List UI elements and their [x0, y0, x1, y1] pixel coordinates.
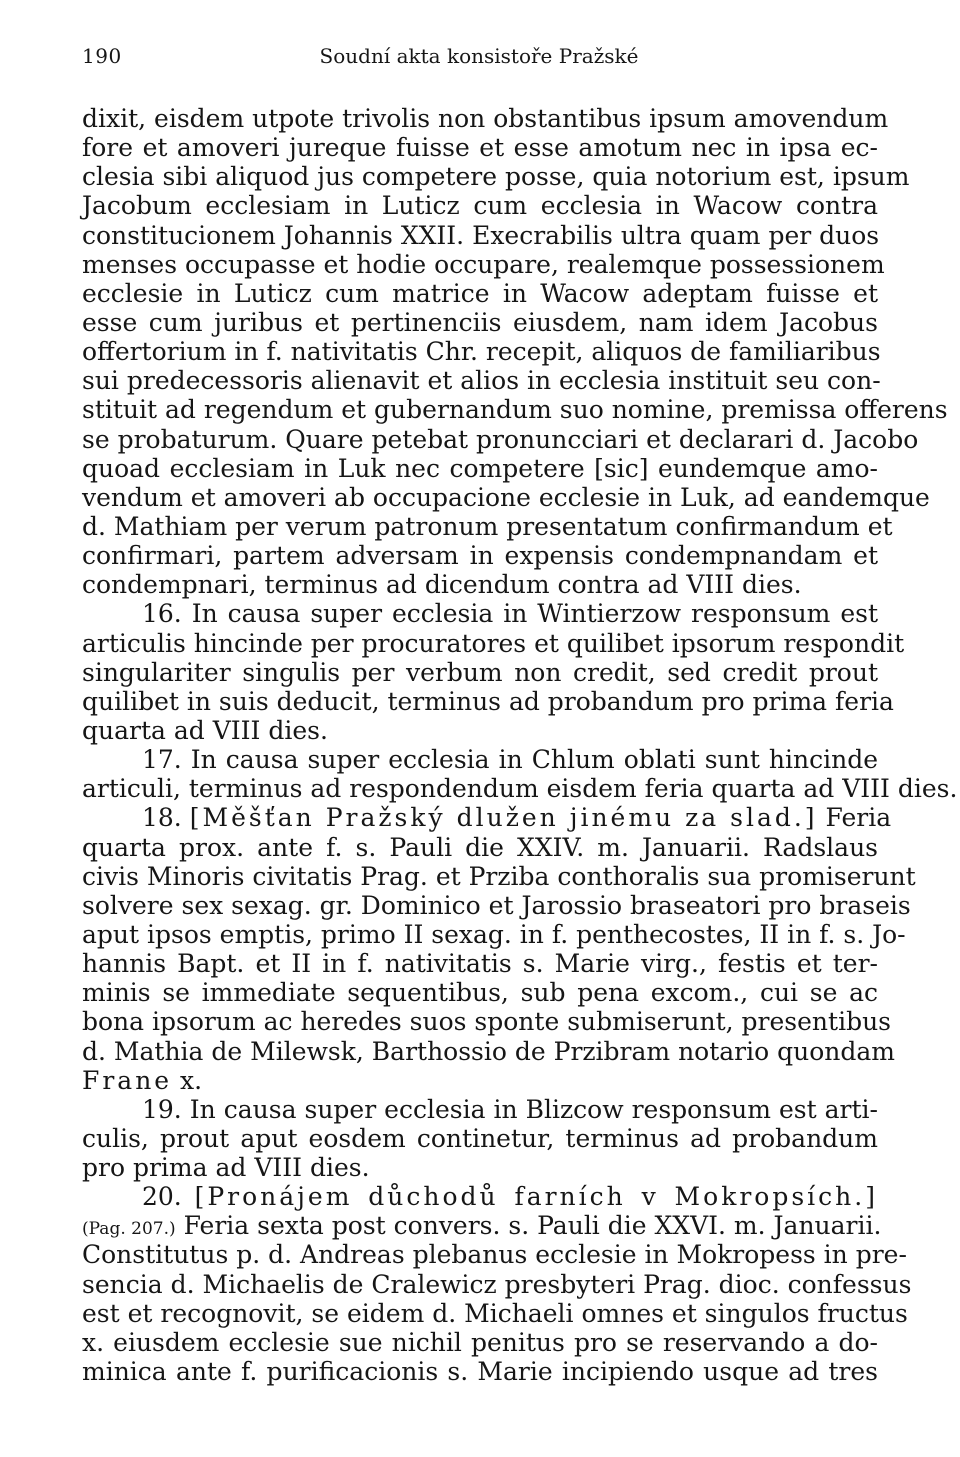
- text-line: [82, 1153, 878, 1182]
- text-line: [82, 1036, 895, 1066]
- line-text: bona ipsorum ac heredes suos sponte submiserunt, presentibus: [82, 1007, 891, 1037]
- text-line: [82, 454, 878, 483]
- text-line: [82, 162, 910, 192]
- text-line: [82, 541, 878, 570]
- text-line: [82, 482, 930, 512]
- text-line: [82, 599, 878, 628]
- text-line: [82, 745, 878, 774]
- line-text: hannis Bapt. et II in f. nativitatis s. Marie virg., festis et ter-: [82, 949, 878, 979]
- page-reference: (Pag. 207.): [82, 1219, 176, 1240]
- line-text: pro prima ad VIII dies.: [82, 1153, 370, 1183]
- line-text: confirmari, partem adversam in expensis condempnandam et: [82, 541, 878, 571]
- line-text: articuli, terminus ad respondendum eisdem feria quarta ad VIII dies.: [82, 774, 958, 804]
- line-text: civis Minoris civitatis Prag. et Prziba conthoralis sua promiserunt: [82, 861, 916, 891]
- line-text: Feria sexta post convers. s. Pauli die XXVI. m. Januarii.: [175, 1211, 882, 1241]
- text-line: [82, 1269, 912, 1299]
- entry-number: 20.: [142, 1182, 195, 1212]
- spaced-heading: [Měšťan Pražský dlužen jinému za slad.]: [189, 803, 818, 833]
- spaced-heading: [Pronájem důchodů farních v Mokropsích.]: [194, 1182, 878, 1212]
- text-line: [82, 716, 878, 745]
- text-line: [82, 337, 881, 367]
- line-text: culis, prout aput eosdem continetur, terminus ad probandum: [82, 1123, 878, 1153]
- text-line: [82, 249, 885, 279]
- text-line: [82, 890, 911, 920]
- line-text: constitucionem Johannis XXII. Execrabilis ultra quam per duos: [82, 220, 880, 250]
- line-text: fore et amoveri jureque fuisse et esse amotum nec in ipsa ec-: [82, 133, 878, 163]
- line-text: 19. In causa super ecclesia in Blizcow responsum est arti-: [142, 1094, 878, 1124]
- line-text: quarta ad VIII dies.: [82, 715, 328, 745]
- text-line: [82, 279, 878, 308]
- text-line: [82, 191, 878, 220]
- document-body: [82, 104, 958, 1387]
- text-line: [82, 861, 916, 891]
- line-text: sui predecessoris alienavit et alios in ecclesia instituit seu con-: [82, 366, 881, 396]
- text-line: [82, 658, 878, 687]
- text-line: [82, 1007, 891, 1037]
- line-text: solvere sex sexag. gr. Dominico et Jarossio braseatori pro braseis: [82, 890, 911, 920]
- text-line: [82, 803, 892, 833]
- line-text: menses occupasse et hodie occupare, realemque possessionem: [82, 249, 885, 279]
- text-line: [82, 686, 894, 716]
- line-text: esse cum juribus et pertinenciis eiusdem, nam idem Jacobus: [82, 307, 878, 337]
- line-text: singulariter singulis per verbum non credit, sed credit prout: [82, 657, 878, 687]
- text-line: [82, 1095, 878, 1124]
- text-line: [82, 1182, 878, 1211]
- line-text: se probaturum. Quare petebat pronuncciari et declarari d. Jacobo: [82, 424, 919, 454]
- spaced-heading: Frane: [82, 1065, 173, 1095]
- line-text: minis se immediate sequentibus, sub pena excom., cui se ac: [82, 978, 878, 1008]
- text-line: [82, 1298, 908, 1328]
- line-text: d. Mathiam per verum patronum presentatum confirmandum et: [82, 511, 893, 541]
- text-line: [82, 221, 878, 250]
- text-line: [82, 1124, 878, 1153]
- running-title: Soudní akta konsistoře Pražské: [319, 44, 639, 68]
- text-line: [82, 1066, 878, 1095]
- line-text: dixit, eisdem utpote trivolis non obstantibus ipsum amovendum: [82, 104, 889, 133]
- line-text: vendum et amoveri ab occupacione ecclesie in Luk, ad eandemque: [82, 482, 930, 512]
- entry-number: 18.: [142, 803, 190, 833]
- line-text: Feria: [817, 803, 892, 833]
- line-text: Jacobum ecclesiam in Luticz cum ecclesia in Wacow contra: [82, 191, 878, 221]
- line-text: d. Mathia de Milewsk, Barthossio de Przibram notario quondam: [82, 1036, 895, 1066]
- text-line: [82, 366, 881, 396]
- line-text: quilibet in suis deducit, terminus ad probandum pro prima feria: [82, 686, 894, 716]
- text-line: [82, 424, 919, 454]
- line-text: x.: [172, 1065, 203, 1095]
- line-text: offertorium in f. nativitatis Chr. recepit, aliquos de familiaribus: [82, 337, 881, 367]
- line-text: quarta prox. ante f. s. Pauli die XXIV. m. Januarii. Radslaus: [82, 832, 878, 862]
- text-line: [82, 949, 878, 978]
- text-line: [82, 1240, 907, 1270]
- text-line: [82, 833, 878, 862]
- text-line: [82, 570, 878, 599]
- line-text: aput ipsos emptis, primo II sexag. in f. penthecostes, II in f. s. Jo-: [82, 919, 906, 949]
- line-text: condempnari, terminus ad dicendum contra ad VIII dies.: [82, 570, 802, 600]
- text-line: [82, 919, 906, 949]
- text-line: [82, 133, 878, 162]
- line-text: 17. In causa super ecclesia in Chlum oblati sunt hincinde: [142, 745, 878, 775]
- page-header: [82, 44, 876, 74]
- text-line: [82, 104, 889, 133]
- line-text: ecclesie in Luticz cum matrice in Wacow adeptam fuisse et: [82, 278, 878, 308]
- line-text: sencia d. Michaelis de Cralewicz presbyteri Prag. dioc. confessus: [82, 1269, 912, 1299]
- line-text: clesia sibi aliquod jus competere posse, quia notorium est, ipsum: [82, 162, 910, 192]
- line-text: stituit ad regendum et gubernandum suo nomine, premissa offerens: [82, 395, 948, 425]
- text-line: [82, 308, 878, 337]
- text-line: [82, 1211, 882, 1241]
- line-text: 16. In causa super ecclesia in Wintierzow responsum est: [142, 599, 878, 629]
- line-text: quoad ecclesiam in Luk nec competere [sic] eundemque amo-: [82, 453, 878, 483]
- text-line: [82, 628, 905, 658]
- line-text: Constitutus p. d. Andreas plebanus ecclesie in Mokropess in pre-: [82, 1240, 907, 1270]
- line-text: minica ante f. purificacionis s. Marie incipiendo usque ad tres: [82, 1357, 878, 1387]
- text-line: [82, 1357, 878, 1386]
- text-line: [82, 395, 948, 425]
- page-number: 190: [82, 44, 122, 68]
- text-line: [82, 1328, 878, 1357]
- text-line: [82, 774, 958, 804]
- line-text: articulis hincinde per procuratores et quilibet ipsorum respondit: [82, 628, 905, 658]
- line-text: est et recognovit, se eidem d. Michaeli omnes et singulos fructus: [82, 1298, 908, 1328]
- text-line: [82, 978, 878, 1007]
- line-text: x. eiusdem ecclesie sue nichil penitus pro se reservando a do-: [82, 1327, 878, 1357]
- text-line: [82, 511, 893, 541]
